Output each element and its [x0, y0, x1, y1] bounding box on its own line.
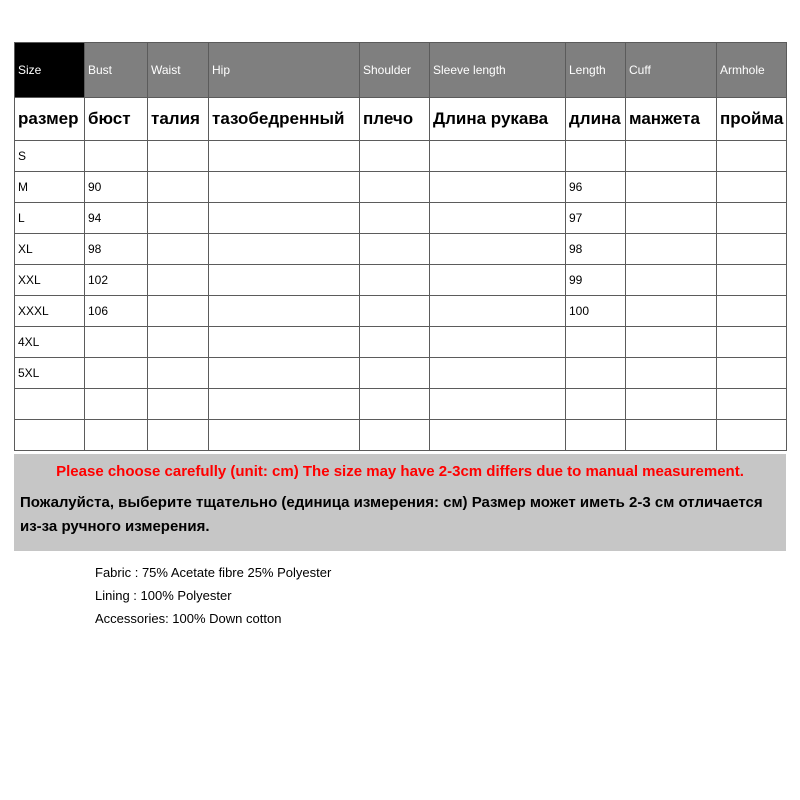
- header-shoulder: Shoulder: [360, 43, 430, 98]
- cell-armhole: [717, 234, 787, 265]
- cell-size: 4XL: [15, 327, 85, 358]
- cell-hip: [209, 327, 360, 358]
- cell-size: [15, 389, 85, 420]
- header-bust-ru: бюст: [85, 98, 148, 141]
- header-cuff: Cuff: [626, 43, 717, 98]
- header-cuff-ru: манжета: [626, 98, 717, 141]
- cell-armhole: [717, 265, 787, 296]
- measurement-warning-russian: Пожалуйста, выберите тщательно (единица измерения: см) Размер может иметь 2-3 см отличается из-за ручного измерения.: [20, 494, 763, 535]
- cell-length: 96: [566, 172, 626, 203]
- header-armhole: Armhole: [717, 43, 787, 98]
- header-waist-ru: талия: [148, 98, 209, 141]
- cell-bust: 102: [85, 265, 148, 296]
- cell-shoulder: [360, 172, 430, 203]
- cell-bust: [85, 358, 148, 389]
- cell-bust: [85, 141, 148, 172]
- materials-section: [14, 561, 786, 630]
- cell-waist: [148, 389, 209, 420]
- table-row-s: [15, 141, 787, 172]
- cell-sleeve: [430, 141, 566, 172]
- cell-shoulder: [360, 420, 430, 451]
- cell-size: XL: [15, 234, 85, 265]
- table-row-5xl: [15, 358, 787, 389]
- cell-hip: [209, 141, 360, 172]
- header-row-english: [15, 43, 787, 98]
- header-hip: Hip: [209, 43, 360, 98]
- accessories-info: Accessories: 100% Down cotton: [95, 611, 282, 626]
- header-bust: Bust: [85, 43, 148, 98]
- header-length: Length: [566, 43, 626, 98]
- cell-waist: [148, 265, 209, 296]
- header-length-ru: длина: [566, 98, 626, 141]
- cell-waist: [148, 296, 209, 327]
- cell-waist: [148, 203, 209, 234]
- cell-hip: [209, 389, 360, 420]
- cell-armhole: [717, 203, 787, 234]
- table-row-empty: [15, 389, 787, 420]
- cell-length: 98: [566, 234, 626, 265]
- cell-hip: [209, 203, 360, 234]
- table-row-xxl: [15, 265, 787, 296]
- cell-shoulder: [360, 389, 430, 420]
- table-row-m: [15, 172, 787, 203]
- cell-bust: [85, 420, 148, 451]
- cell-hip: [209, 265, 360, 296]
- cell-waist: [148, 420, 209, 451]
- cell-cuff: [626, 141, 717, 172]
- header-sleeve-length: Sleeve length: [430, 43, 566, 98]
- cell-hip: [209, 420, 360, 451]
- table-row-xl: [15, 234, 787, 265]
- cell-sleeve: [430, 172, 566, 203]
- cell-size: L: [15, 203, 85, 234]
- table-row-xxxl: [15, 296, 787, 327]
- cell-waist: [148, 141, 209, 172]
- cell-length: [566, 420, 626, 451]
- cell-armhole: [717, 358, 787, 389]
- cell-sleeve: [430, 265, 566, 296]
- cell-size: [15, 420, 85, 451]
- cell-waist: [148, 234, 209, 265]
- cell-armhole: [717, 296, 787, 327]
- header-sleeve-length-ru: Длина рукава: [430, 98, 566, 141]
- cell-armhole: [717, 420, 787, 451]
- cell-bust: [85, 389, 148, 420]
- header-armhole-ru: пройма: [717, 98, 787, 141]
- cell-cuff: [626, 203, 717, 234]
- table-row-4xl: [15, 327, 787, 358]
- cell-size: XXL: [15, 265, 85, 296]
- cell-sleeve: [430, 358, 566, 389]
- cell-sleeve: [430, 234, 566, 265]
- cell-size: 5XL: [15, 358, 85, 389]
- cell-sleeve: [430, 296, 566, 327]
- cell-length: [566, 141, 626, 172]
- cell-armhole: [717, 141, 787, 172]
- cell-length: [566, 327, 626, 358]
- cell-length: 100: [566, 296, 626, 327]
- header-waist: Waist: [148, 43, 209, 98]
- fabric-info: Fabric : 75% Acetate fibre 25% Polyester: [95, 565, 332, 580]
- measurement-note-block: [14, 454, 786, 551]
- cell-sleeve: [430, 420, 566, 451]
- cell-shoulder: [360, 358, 430, 389]
- cell-shoulder: [360, 141, 430, 172]
- cell-hip: [209, 234, 360, 265]
- table-row-l: [15, 203, 787, 234]
- cell-armhole: [717, 327, 787, 358]
- cell-shoulder: [360, 234, 430, 265]
- cell-shoulder: [360, 203, 430, 234]
- cell-waist: [148, 327, 209, 358]
- cell-armhole: [717, 172, 787, 203]
- cell-cuff: [626, 265, 717, 296]
- cell-sleeve: [430, 389, 566, 420]
- cell-size: M: [15, 172, 85, 203]
- cell-size: XXXL: [15, 296, 85, 327]
- cell-sleeve: [430, 327, 566, 358]
- cell-hip: [209, 296, 360, 327]
- header-row-russian: [15, 98, 787, 141]
- cell-length: 97: [566, 203, 626, 234]
- cell-cuff: [626, 172, 717, 203]
- cell-shoulder: [360, 327, 430, 358]
- cell-length: [566, 389, 626, 420]
- cell-cuff: [626, 234, 717, 265]
- cell-cuff: [626, 358, 717, 389]
- cell-length: 99: [566, 265, 626, 296]
- header-shoulder-ru: плечо: [360, 98, 430, 141]
- cell-length: [566, 358, 626, 389]
- cell-shoulder: [360, 265, 430, 296]
- cell-armhole: [717, 389, 787, 420]
- cell-hip: [209, 358, 360, 389]
- cell-bust: 98: [85, 234, 148, 265]
- cell-bust: 106: [85, 296, 148, 327]
- cell-cuff: [626, 420, 717, 451]
- measurement-warning-english: Please choose carefully (unit: cm) The size may have 2-3cm differs due to manual measurement.: [56, 463, 744, 480]
- lining-info: Lining : 100% Polyester: [95, 588, 232, 603]
- cell-waist: [148, 172, 209, 203]
- cell-bust: [85, 327, 148, 358]
- header-size: Size: [15, 43, 85, 98]
- cell-waist: [148, 358, 209, 389]
- cell-shoulder: [360, 296, 430, 327]
- size-chart-table: [14, 42, 787, 451]
- cell-size: S: [15, 141, 85, 172]
- cell-bust: 94: [85, 203, 148, 234]
- header-hip-ru: тазобедренный: [209, 98, 360, 141]
- cell-hip: [209, 172, 360, 203]
- cell-sleeve: [430, 203, 566, 234]
- header-size-ru: размер: [15, 98, 85, 141]
- cell-cuff: [626, 296, 717, 327]
- cell-cuff: [626, 389, 717, 420]
- cell-bust: 90: [85, 172, 148, 203]
- cell-cuff: [626, 327, 717, 358]
- table-row-empty: [15, 420, 787, 451]
